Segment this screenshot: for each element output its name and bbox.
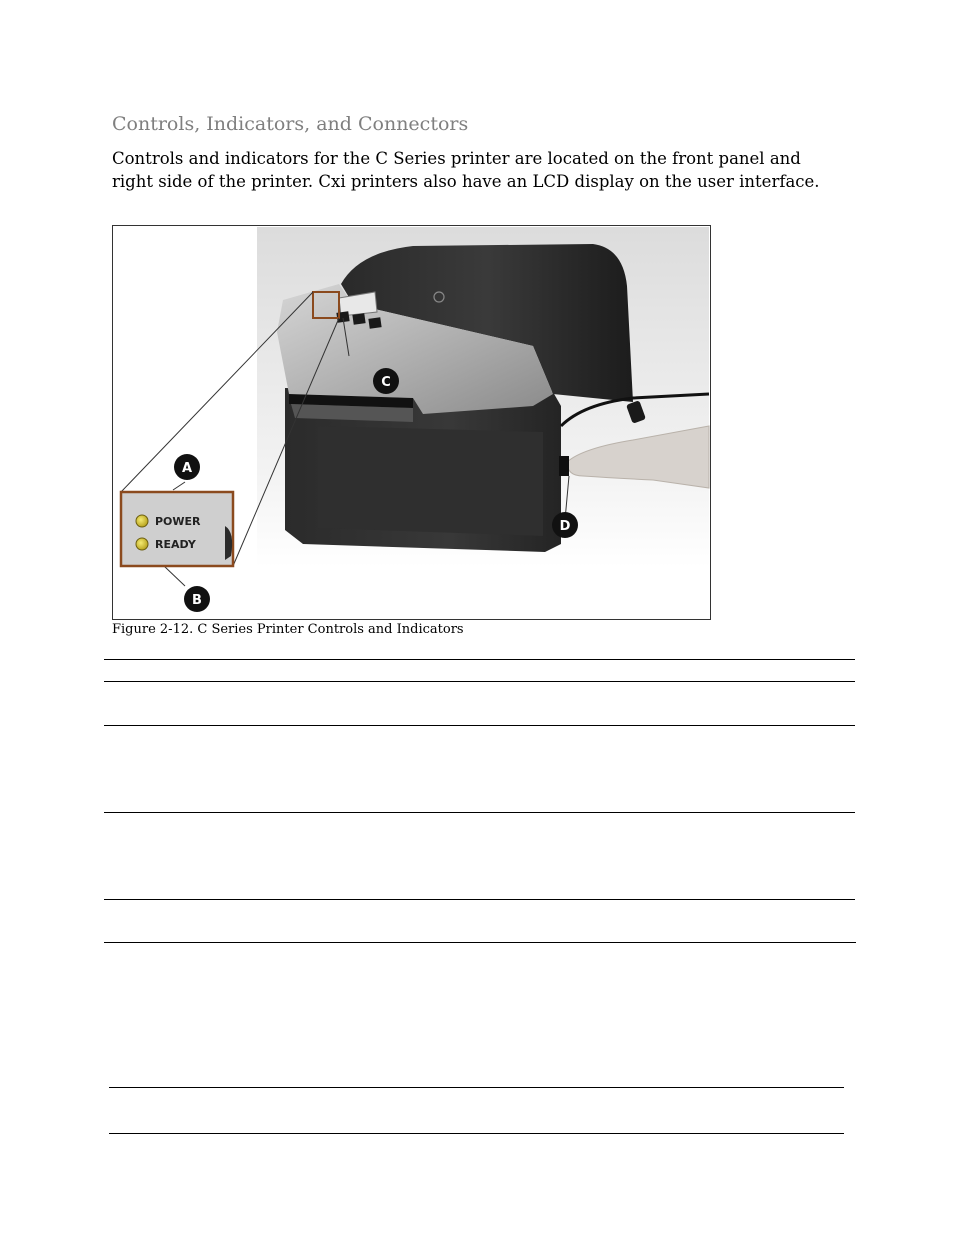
figure-caption: Figure 2-12. C Series Printer Controls and Indicators — [112, 622, 464, 637]
printer-figure — [112, 225, 711, 620]
callout-a: A — [181, 461, 193, 476]
ready-led — [136, 538, 148, 550]
table-rule — [104, 681, 855, 682]
table-rule — [104, 812, 855, 813]
power-switch — [559, 456, 569, 476]
note-rule — [109, 1133, 844, 1134]
power-led — [136, 515, 148, 527]
ready-label: READY — [155, 538, 196, 551]
table-rule — [104, 942, 856, 943]
keypad-button — [352, 313, 365, 325]
power-label: POWER — [155, 515, 201, 528]
led-inset — [121, 492, 233, 566]
callout-c: C — [381, 375, 391, 390]
table-rule — [104, 899, 855, 900]
table-rule — [104, 659, 855, 660]
note-rule — [109, 1087, 844, 1088]
section-title: Controls, Indicators, and Connectors — [112, 113, 469, 135]
intro-paragraph: Controls and indicators for the C Series printer are located on the front panel and right side of the printer. Cxi printers also have an LCD display on the user interface. — [112, 149, 820, 191]
callout-b: B — [192, 593, 202, 608]
callout-d: D — [559, 519, 571, 534]
table-rule — [104, 725, 855, 726]
keypad-button — [368, 317, 381, 329]
printer-illustration — [113, 226, 710, 619]
